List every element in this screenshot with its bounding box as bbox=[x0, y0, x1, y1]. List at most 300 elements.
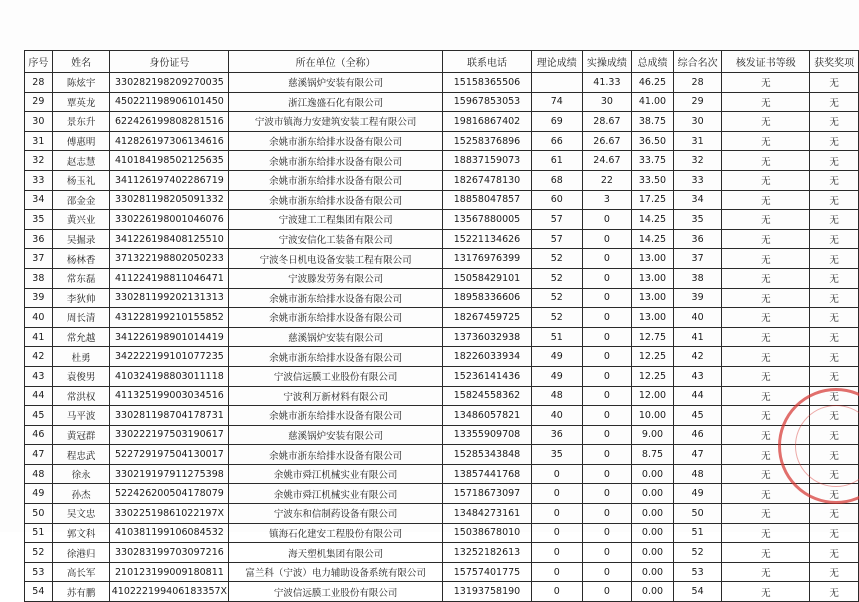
cell-id: 522426200504178079 bbox=[110, 484, 229, 504]
cell-org: 余姚市浙东给排水设备有限公司 bbox=[229, 151, 443, 171]
cell-award: 无 bbox=[810, 386, 859, 406]
cell-cert: 无 bbox=[722, 190, 810, 210]
cell-practical: 0 bbox=[582, 308, 632, 328]
cell-phone: 15258376896 bbox=[442, 131, 531, 151]
cell-phone: 18226033934 bbox=[442, 347, 531, 367]
cell-name: 赵志慧 bbox=[52, 151, 110, 171]
cell-no: 46 bbox=[25, 425, 53, 445]
table-row bbox=[25, 308, 859, 328]
cell-name: 常东磊 bbox=[52, 268, 110, 288]
cell-phone: 19816867402 bbox=[442, 112, 531, 132]
cell-rank: 34 bbox=[673, 190, 722, 210]
cell-phone: 15967853053 bbox=[442, 92, 531, 112]
cell-practical: 0 bbox=[582, 386, 632, 406]
cell-total: 0.00 bbox=[632, 562, 674, 582]
cell-name: 邵金金 bbox=[52, 190, 110, 210]
table-row bbox=[25, 504, 859, 524]
table-row bbox=[25, 484, 859, 504]
cell-cert: 无 bbox=[722, 308, 810, 328]
cell-phone: 18267459725 bbox=[442, 308, 531, 328]
header-award: 获奖奖项 bbox=[810, 51, 859, 73]
cell-practical: 0 bbox=[582, 366, 632, 386]
cell-cert: 无 bbox=[722, 562, 810, 582]
cell-name: 李狄帅 bbox=[52, 288, 110, 308]
table-row bbox=[25, 131, 859, 151]
cell-award: 无 bbox=[810, 504, 859, 524]
cell-name: 徐港归 bbox=[52, 543, 110, 563]
cell-theory: 69 bbox=[532, 112, 583, 132]
cell-theory: 0 bbox=[532, 523, 583, 543]
cell-name: 杨玉礼 bbox=[52, 170, 110, 190]
cell-theory: 0 bbox=[532, 504, 583, 524]
cell-total: 13.00 bbox=[632, 288, 674, 308]
cell-rank: 45 bbox=[673, 406, 722, 426]
cell-practical: 3 bbox=[582, 190, 632, 210]
cell-practical: 0 bbox=[582, 288, 632, 308]
cell-award: 无 bbox=[810, 406, 859, 426]
cell-theory: 74 bbox=[532, 92, 583, 112]
cell-rank: 44 bbox=[673, 386, 722, 406]
cell-phone: 13857441768 bbox=[442, 464, 531, 484]
cell-no: 40 bbox=[25, 308, 53, 328]
cell-rank: 31 bbox=[673, 131, 722, 151]
table-row bbox=[25, 170, 859, 190]
cell-cert: 无 bbox=[722, 327, 810, 347]
header-theory: 理论成绩 bbox=[532, 51, 583, 73]
cell-rank: 35 bbox=[673, 210, 722, 230]
cell-theory: 49 bbox=[532, 366, 583, 386]
cell-no: 30 bbox=[25, 112, 53, 132]
cell-org: 余姚市浙东给排水设备有限公司 bbox=[229, 131, 443, 151]
cell-award: 无 bbox=[810, 562, 859, 582]
cell-phone: 13736032938 bbox=[442, 327, 531, 347]
cell-practical: 0 bbox=[582, 229, 632, 249]
cell-id: 330283199703097216 bbox=[110, 543, 229, 563]
cell-no: 48 bbox=[25, 464, 53, 484]
cell-practical: 0 bbox=[582, 347, 632, 367]
cell-id: 330226198001046076 bbox=[110, 210, 229, 230]
cell-theory: 0 bbox=[532, 484, 583, 504]
cell-cert: 无 bbox=[722, 504, 810, 524]
cell-total: 13.00 bbox=[632, 308, 674, 328]
cell-practical: 0 bbox=[582, 484, 632, 504]
cell-no: 52 bbox=[25, 543, 53, 563]
cell-rank: 48 bbox=[673, 464, 722, 484]
table-row bbox=[25, 190, 859, 210]
cell-name: 杨林香 bbox=[52, 249, 110, 269]
cell-practical: 30 bbox=[582, 92, 632, 112]
cell-name: 袁俊男 bbox=[52, 366, 110, 386]
cell-name: 高长军 bbox=[52, 562, 110, 582]
cell-name: 常洪权 bbox=[52, 386, 110, 406]
cell-org: 宁波东和信制药设备有限公司 bbox=[229, 504, 443, 524]
cell-total: 46.25 bbox=[632, 73, 674, 93]
cell-award: 无 bbox=[810, 73, 859, 93]
cell-theory: 35 bbox=[532, 445, 583, 465]
cell-total: 41.00 bbox=[632, 92, 674, 112]
cell-org: 余姚市浙东给排水设备有限公司 bbox=[229, 288, 443, 308]
cell-no: 38 bbox=[25, 268, 53, 288]
cell-no: 37 bbox=[25, 249, 53, 269]
cell-cert: 无 bbox=[722, 523, 810, 543]
cell-theory bbox=[532, 73, 583, 93]
cell-theory: 49 bbox=[532, 347, 583, 367]
cell-rank: 41 bbox=[673, 327, 722, 347]
cell-total: 13.00 bbox=[632, 268, 674, 288]
cell-award: 无 bbox=[810, 582, 859, 602]
cell-total: 33.50 bbox=[632, 170, 674, 190]
cell-no: 49 bbox=[25, 484, 53, 504]
cell-id: 411325199003034516 bbox=[110, 386, 229, 406]
cell-cert: 无 bbox=[722, 347, 810, 367]
cell-cert: 无 bbox=[722, 366, 810, 386]
cell-cert: 无 bbox=[722, 288, 810, 308]
cell-theory: 40 bbox=[532, 406, 583, 426]
cell-id: 410381199106084532 bbox=[110, 523, 229, 543]
cell-award: 无 bbox=[810, 151, 859, 171]
cell-id: 341226198408125510 bbox=[110, 229, 229, 249]
cell-phone: 15236141436 bbox=[442, 366, 531, 386]
cell-rank: 43 bbox=[673, 366, 722, 386]
cell-rank: 36 bbox=[673, 229, 722, 249]
cell-rank: 30 bbox=[673, 112, 722, 132]
cell-name: 苏有鹏 bbox=[52, 582, 110, 602]
cell-total: 0.00 bbox=[632, 484, 674, 504]
cell-total: 38.75 bbox=[632, 112, 674, 132]
cell-org: 余姚市舜江机械实业有限公司 bbox=[229, 464, 443, 484]
cell-practical: 0 bbox=[582, 543, 632, 563]
cell-award: 无 bbox=[810, 347, 859, 367]
cell-org: 余姚市浙东给排水设备有限公司 bbox=[229, 445, 443, 465]
cell-no: 28 bbox=[25, 73, 53, 93]
cell-practical: 24.67 bbox=[582, 151, 632, 171]
cell-name: 程忠武 bbox=[52, 445, 110, 465]
cell-no: 36 bbox=[25, 229, 53, 249]
cell-award: 无 bbox=[810, 543, 859, 563]
cell-award: 无 bbox=[810, 366, 859, 386]
cell-total: 14.25 bbox=[632, 210, 674, 230]
cell-name: 杜勇 bbox=[52, 347, 110, 367]
cell-org: 浙江逸盛石化有限公司 bbox=[229, 92, 443, 112]
cell-no: 34 bbox=[25, 190, 53, 210]
cell-practical: 28.67 bbox=[582, 112, 632, 132]
cell-no: 47 bbox=[25, 445, 53, 465]
cell-id: 411224198811046471 bbox=[110, 268, 229, 288]
cell-name: 陈炫宇 bbox=[52, 73, 110, 93]
cell-id: 450221198906101450 bbox=[110, 92, 229, 112]
cell-id: 410324198803011118 bbox=[110, 366, 229, 386]
cell-cert: 无 bbox=[722, 112, 810, 132]
cell-id: 330282198209270035 bbox=[110, 73, 229, 93]
cell-name: 傅惠明 bbox=[52, 131, 110, 151]
cell-practical: 41.33 bbox=[582, 73, 632, 93]
cell-award: 无 bbox=[810, 190, 859, 210]
cell-id: 330281198704178731 bbox=[110, 406, 229, 426]
cell-org: 慈溪锅炉安装有限公司 bbox=[229, 425, 443, 445]
cell-total: 12.25 bbox=[632, 347, 674, 367]
table-row bbox=[25, 582, 859, 602]
table-row bbox=[25, 366, 859, 386]
cell-cert: 无 bbox=[722, 73, 810, 93]
table-row bbox=[25, 288, 859, 308]
cell-phone: 15718673097 bbox=[442, 484, 531, 504]
cell-practical: 0 bbox=[582, 445, 632, 465]
header-id: 身份证号 bbox=[110, 51, 229, 73]
cell-practical: 0 bbox=[582, 425, 632, 445]
cell-id: 330281199202131313 bbox=[110, 288, 229, 308]
cell-org: 余姚市浙东给排水设备有限公司 bbox=[229, 406, 443, 426]
cell-total: 12.25 bbox=[632, 366, 674, 386]
cell-theory: 51 bbox=[532, 327, 583, 347]
cell-cert: 无 bbox=[722, 464, 810, 484]
cell-award: 无 bbox=[810, 484, 859, 504]
cell-no: 43 bbox=[25, 366, 53, 386]
cell-phone: 15058429101 bbox=[442, 268, 531, 288]
cell-name: 郭文科 bbox=[52, 523, 110, 543]
cell-total: 0.00 bbox=[632, 464, 674, 484]
cell-cert: 无 bbox=[722, 484, 810, 504]
cell-total: 17.25 bbox=[632, 190, 674, 210]
cell-no: 45 bbox=[25, 406, 53, 426]
cell-phone: 18267478130 bbox=[442, 170, 531, 190]
cell-no: 41 bbox=[25, 327, 53, 347]
cell-org: 海天塑机集团有限公司 bbox=[229, 543, 443, 563]
cell-no: 51 bbox=[25, 523, 53, 543]
cell-theory: 60 bbox=[532, 190, 583, 210]
cell-phone: 13355909708 bbox=[442, 425, 531, 445]
cell-cert: 无 bbox=[722, 210, 810, 230]
table-row bbox=[25, 229, 859, 249]
cell-phone: 15285343848 bbox=[442, 445, 531, 465]
cell-total: 0.00 bbox=[632, 543, 674, 563]
cell-no: 53 bbox=[25, 562, 53, 582]
cell-rank: 28 bbox=[673, 73, 722, 93]
cell-phone: 13252182613 bbox=[442, 543, 531, 563]
cell-total: 12.00 bbox=[632, 386, 674, 406]
cell-org: 宁波市镇海力安建筑安装工程有限公司 bbox=[229, 112, 443, 132]
cell-award: 无 bbox=[810, 170, 859, 190]
cell-award: 无 bbox=[810, 445, 859, 465]
table-row bbox=[25, 73, 859, 93]
cell-total: 14.25 bbox=[632, 229, 674, 249]
cell-name: 吴文忠 bbox=[52, 504, 110, 524]
cell-practical: 0 bbox=[582, 504, 632, 524]
cell-cert: 无 bbox=[722, 543, 810, 563]
cell-theory: 0 bbox=[532, 464, 583, 484]
cell-no: 31 bbox=[25, 131, 53, 151]
cell-award: 无 bbox=[810, 327, 859, 347]
cell-id: 522729197504130017 bbox=[110, 445, 229, 465]
header-cert: 核发证书等级 bbox=[722, 51, 810, 73]
table-row bbox=[25, 562, 859, 582]
cell-org: 宁波安信化工装备有限公司 bbox=[229, 229, 443, 249]
cell-total: 0.00 bbox=[632, 523, 674, 543]
cell-org: 慈溪锅炉安装有限公司 bbox=[229, 327, 443, 347]
header-no: 序号 bbox=[25, 51, 53, 73]
cell-phone: 18958336606 bbox=[442, 288, 531, 308]
cell-phone: 13176976399 bbox=[442, 249, 531, 269]
cell-award: 无 bbox=[810, 112, 859, 132]
table-row bbox=[25, 347, 859, 367]
cell-org: 宁波滕发劳务有限公司 bbox=[229, 268, 443, 288]
table-row bbox=[25, 249, 859, 269]
table-row bbox=[25, 210, 859, 230]
cell-org: 余姚市浙东给排水设备有限公司 bbox=[229, 170, 443, 190]
cell-cert: 无 bbox=[722, 445, 810, 465]
cell-name: 吴掘录 bbox=[52, 229, 110, 249]
cell-total: 9.00 bbox=[632, 425, 674, 445]
cell-practical: 22 bbox=[582, 170, 632, 190]
cell-cert: 无 bbox=[722, 406, 810, 426]
cell-name: 马平波 bbox=[52, 406, 110, 426]
cell-theory: 0 bbox=[532, 543, 583, 563]
cell-total: 10.00 bbox=[632, 406, 674, 426]
cell-id: 371322198802050233 bbox=[110, 249, 229, 269]
cell-name: 黄兴业 bbox=[52, 210, 110, 230]
cell-rank: 54 bbox=[673, 582, 722, 602]
score-table bbox=[24, 50, 859, 602]
cell-practical: 0 bbox=[582, 327, 632, 347]
cell-no: 42 bbox=[25, 347, 53, 367]
cell-phone: 13567880005 bbox=[442, 210, 531, 230]
cell-theory: 52 bbox=[532, 288, 583, 308]
cell-id: 410184198502125635 bbox=[110, 151, 229, 171]
cell-award: 无 bbox=[810, 288, 859, 308]
cell-name: 黄冠群 bbox=[52, 425, 110, 445]
cell-id: 210123199009180811 bbox=[110, 562, 229, 582]
cell-phone: 18858047857 bbox=[442, 190, 531, 210]
cell-id: 330222197503190617 bbox=[110, 425, 229, 445]
cell-org: 富兰科（宁波）电力辅助设备系统有限公司 bbox=[229, 562, 443, 582]
cell-rank: 38 bbox=[673, 268, 722, 288]
table-row bbox=[25, 445, 859, 465]
cell-rank: 29 bbox=[673, 92, 722, 112]
cell-name: 景东升 bbox=[52, 112, 110, 132]
cell-rank: 33 bbox=[673, 170, 722, 190]
cell-award: 无 bbox=[810, 464, 859, 484]
cell-id: 341226198901014419 bbox=[110, 327, 229, 347]
cell-phone: 15221134626 bbox=[442, 229, 531, 249]
cell-no: 50 bbox=[25, 504, 53, 524]
cell-cert: 无 bbox=[722, 268, 810, 288]
cell-total: 0.00 bbox=[632, 582, 674, 602]
cell-id: 342222199101077235 bbox=[110, 347, 229, 367]
cell-no: 33 bbox=[25, 170, 53, 190]
cell-phone: 15824558362 bbox=[442, 386, 531, 406]
cell-phone: 15038678010 bbox=[442, 523, 531, 543]
cell-theory: 52 bbox=[532, 308, 583, 328]
cell-award: 无 bbox=[810, 268, 859, 288]
cell-practical: 0 bbox=[582, 523, 632, 543]
cell-rank: 52 bbox=[673, 543, 722, 563]
cell-no: 35 bbox=[25, 210, 53, 230]
cell-total: 33.75 bbox=[632, 151, 674, 171]
cell-name: 徐永 bbox=[52, 464, 110, 484]
cell-id: 431228199210155852 bbox=[110, 308, 229, 328]
cell-practical: 0 bbox=[582, 249, 632, 269]
cell-award: 无 bbox=[810, 131, 859, 151]
cell-no: 54 bbox=[25, 582, 53, 602]
cell-rank: 39 bbox=[673, 288, 722, 308]
table-row bbox=[25, 151, 859, 171]
cell-org: 余姚市浙东给排水设备有限公司 bbox=[229, 347, 443, 367]
cell-cert: 无 bbox=[722, 249, 810, 269]
cell-total: 36.50 bbox=[632, 131, 674, 151]
header-phone: 联系电话 bbox=[442, 51, 531, 73]
cell-no: 44 bbox=[25, 386, 53, 406]
cell-theory: 61 bbox=[532, 151, 583, 171]
cell-total: 13.00 bbox=[632, 249, 674, 269]
cell-theory: 57 bbox=[532, 229, 583, 249]
cell-award: 无 bbox=[810, 425, 859, 445]
cell-award: 无 bbox=[810, 308, 859, 328]
cell-theory: 52 bbox=[532, 249, 583, 269]
cell-theory: 36 bbox=[532, 425, 583, 445]
table-row bbox=[25, 112, 859, 132]
cell-cert: 无 bbox=[722, 92, 810, 112]
cell-no: 32 bbox=[25, 151, 53, 171]
cell-org: 余姚市浙东给排水设备有限公司 bbox=[229, 308, 443, 328]
cell-id: 410222199406183357X bbox=[110, 582, 229, 602]
cell-practical: 0 bbox=[582, 464, 632, 484]
cell-id: 412826197306134616 bbox=[110, 131, 229, 151]
cell-no: 39 bbox=[25, 288, 53, 308]
table-row bbox=[25, 523, 859, 543]
cell-id: 33022519861022197X bbox=[110, 504, 229, 524]
cell-practical: 0 bbox=[582, 582, 632, 602]
header-org: 所在单位（全称） bbox=[229, 51, 443, 73]
cell-rank: 51 bbox=[673, 523, 722, 543]
header-name: 姓名 bbox=[52, 51, 110, 73]
cell-rank: 32 bbox=[673, 151, 722, 171]
cell-phone: 18837159073 bbox=[442, 151, 531, 171]
header-rank: 综合名次 bbox=[673, 51, 722, 73]
cell-practical: 0 bbox=[582, 406, 632, 426]
cell-id: 330219197911275398 bbox=[110, 464, 229, 484]
cell-rank: 47 bbox=[673, 445, 722, 465]
cell-rank: 53 bbox=[673, 562, 722, 582]
cell-award: 无 bbox=[810, 229, 859, 249]
cell-rank: 49 bbox=[673, 484, 722, 504]
cell-phone: 15158365506 bbox=[442, 73, 531, 93]
table-row bbox=[25, 464, 859, 484]
cell-cert: 无 bbox=[722, 131, 810, 151]
cell-phone: 13193758190 bbox=[442, 582, 531, 602]
cell-org: 宁波信远膜工业股份有限公司 bbox=[229, 366, 443, 386]
cell-award: 无 bbox=[810, 249, 859, 269]
cell-org: 镇海石化建安工程股份有限公司 bbox=[229, 523, 443, 543]
table-row bbox=[25, 327, 859, 347]
cell-theory: 66 bbox=[532, 131, 583, 151]
cell-theory: 48 bbox=[532, 386, 583, 406]
cell-cert: 无 bbox=[722, 425, 810, 445]
cell-rank: 37 bbox=[673, 249, 722, 269]
table-row bbox=[25, 425, 859, 445]
cell-id: 341126197402286719 bbox=[110, 170, 229, 190]
cell-practical: 0 bbox=[582, 562, 632, 582]
cell-theory: 0 bbox=[532, 582, 583, 602]
table-row bbox=[25, 406, 859, 426]
cell-practical: 0 bbox=[582, 210, 632, 230]
cell-org: 宁波利万新材料有限公司 bbox=[229, 386, 443, 406]
cell-total: 0.00 bbox=[632, 504, 674, 524]
cell-theory: 57 bbox=[532, 210, 583, 230]
cell-name: 覃英龙 bbox=[52, 92, 110, 112]
cell-cert: 无 bbox=[722, 170, 810, 190]
cell-rank: 40 bbox=[673, 308, 722, 328]
cell-org: 慈溪锅炉安装有限公司 bbox=[229, 73, 443, 93]
table-row bbox=[25, 543, 859, 563]
